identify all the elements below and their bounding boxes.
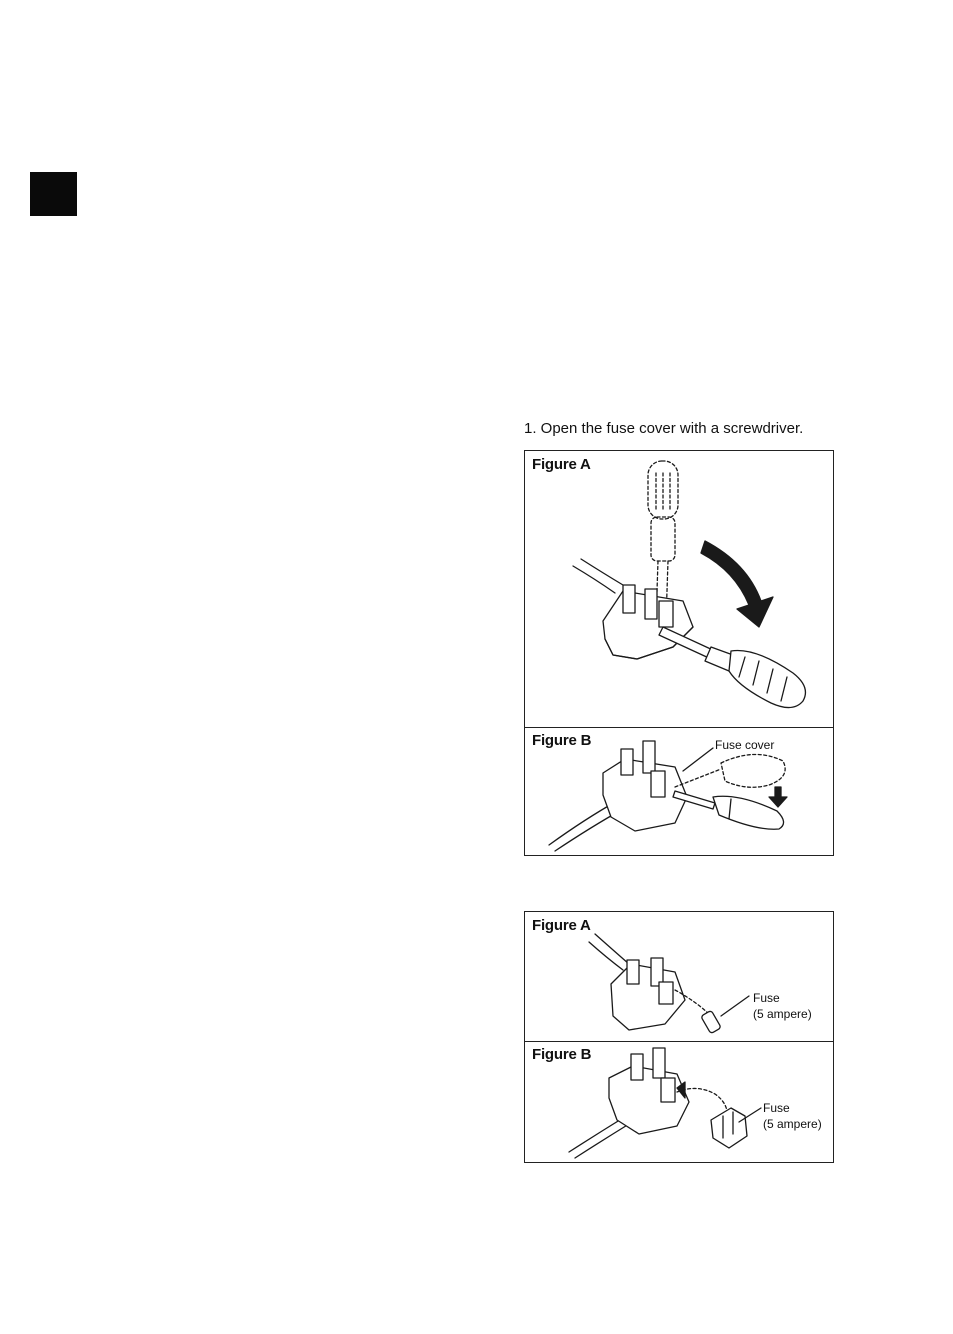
figure-b-label: Figure B — [532, 732, 592, 749]
figure-a-label: Figure A — [532, 917, 591, 934]
fuse-callout-line-2: (5 ampere) — [753, 1007, 812, 1021]
fuse-cover-figure-panel — [524, 450, 834, 856]
fuse-callout-line-1: Fuse — [763, 1101, 790, 1115]
figure-b-label: Figure B — [532, 1046, 592, 1063]
plug-screwdriver-illustration-b — [525, 451, 833, 855]
section-tab-marker — [30, 172, 77, 216]
fuse-callout-line-1: Fuse — [753, 991, 780, 1005]
fuse-replacement-figure-panel — [524, 911, 834, 1163]
fuse-callout-line-2: (5 ampere) — [763, 1117, 822, 1131]
plug-fuse-illustration-b — [525, 912, 833, 1162]
figure-a-label: Figure A — [532, 456, 591, 473]
step-1-instruction: 1. Open the fuse cover with a screwdriver. — [524, 420, 804, 437]
fuse-cover-callout: Fuse cover — [715, 738, 775, 752]
